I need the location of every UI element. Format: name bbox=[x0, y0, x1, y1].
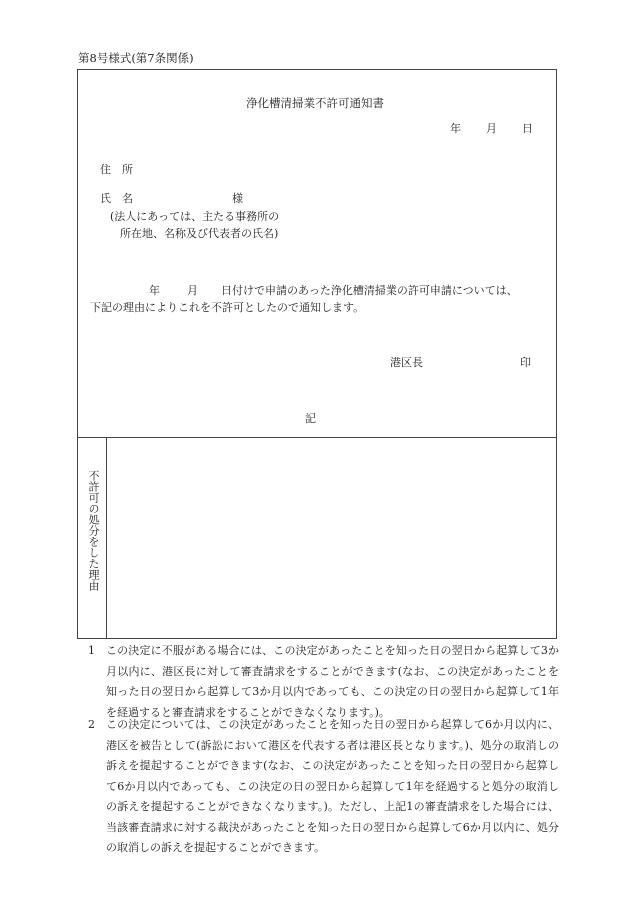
body-line-1: 日付けで申請のあった浄化槽清掃業の許可申請については、 bbox=[221, 284, 518, 297]
notice-frame bbox=[77, 69, 557, 639]
honorific: 様 bbox=[232, 192, 243, 205]
document-title: 浄化槽清掃業不許可通知書 bbox=[246, 96, 384, 110]
corporate-note-1: (法人にあっては、主たる事務所の bbox=[110, 210, 280, 223]
reason-column-divider bbox=[106, 437, 107, 638]
note-1-number: 1 bbox=[88, 644, 95, 657]
address-label: 住 所 bbox=[100, 163, 133, 176]
note-2 bbox=[88, 715, 559, 859]
body-date-year: 年 bbox=[149, 284, 160, 297]
note-2-text: この決定については、この決定があったことを知った日の翌日から起算して6か月以内に、港区を被告として(訴訟において港区を代表する者は港区長となります。)、処分の取消しの訴えを提起することができます(なお、この決定があったことを知った日の翌日から起算して6か月以内であっても、この決定の日の翌日から起算して1年を経過すると処分の取消しの訴えを提起することができなくなります。)。ただし、上記1の審査請求をした場合には、当該審査請求に対する裁決があったことを知った日の翌日から起算して6か月以内に、処分の取消しの訴えを提起することができます。 bbox=[106, 718, 559, 854]
note-1 bbox=[88, 641, 559, 723]
seal-mark: 印 bbox=[520, 356, 531, 369]
name-label: 氏 名 bbox=[100, 192, 133, 205]
ki-heading: 記 bbox=[305, 412, 316, 425]
date-day: 日 bbox=[522, 122, 533, 135]
corporate-note-2: 所在地、名称及び代表者の氏名) bbox=[120, 227, 279, 240]
note-1-text: この決定に不服がある場合には、この決定があったことを知った日の翌日から起算して3か月以内に、港区長に対して審査請求をすることができます(なお、この決定があったことを知った日の翌日から起算して3か月以内であっても、この決定の日の翌日から起算して1年を経過すると審査請求をすることができなくなります。)。 bbox=[106, 644, 559, 719]
body-line-2: 下記の理由によりこれを不許可としたので通知します。 bbox=[90, 301, 365, 314]
note-2-number: 2 bbox=[88, 718, 95, 731]
reason-label: 不許可の処分をした理由 bbox=[87, 470, 100, 591]
issuer-title: 港区長 bbox=[390, 356, 423, 369]
date-month: 月 bbox=[486, 122, 497, 135]
body-date-month: 月 bbox=[187, 284, 198, 297]
date-year: 年 bbox=[450, 122, 461, 135]
divider bbox=[77, 437, 556, 438]
form-number: 第8号様式(第7条関係) bbox=[78, 51, 194, 65]
